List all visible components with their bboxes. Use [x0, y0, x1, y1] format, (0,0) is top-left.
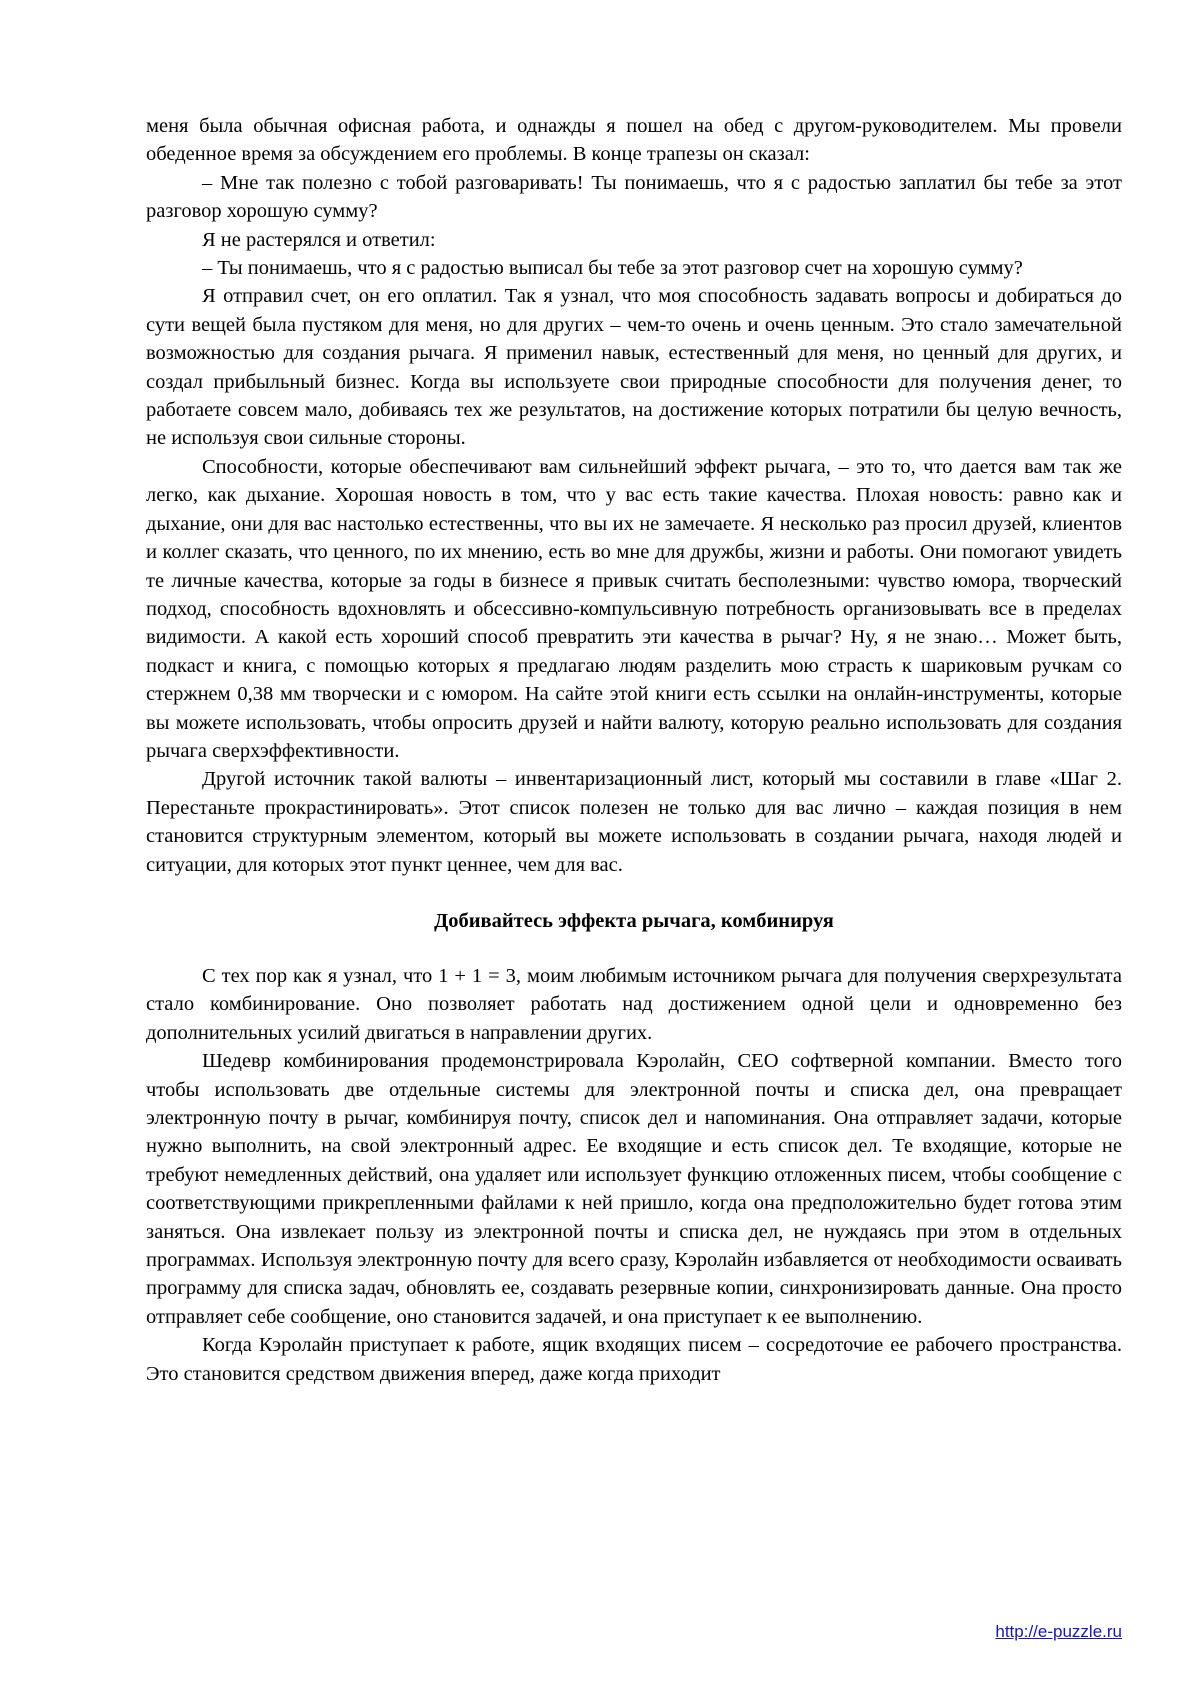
paragraph-combining: С тех пор как я узнал, что 1 + 1 = 3, моим любимым источником рычага для получения сверхрезультата стало комбинирование. Оно позволяет работать над достижением одной цели и одновременно без дополнительных усилий двигаться в направлении других.: [146, 964, 1122, 1044]
section-heading: Добивайтесь эффекта рычага, комбинируя: [434, 909, 834, 932]
paragraph-dialogue-1: – Мне так полезно с тобой разговаривать! Ты понимаешь, что я с радостью заплатил бы тебе за этот разговор хорошую сумму?: [146, 171, 1122, 223]
paragraph-abilities: Способности, которые обеспечивают вам сильнейший эффект рычага, – это то, что дается вам так же легко, как дыхание. Хорошая новость в том, что у вас есть такие качества. Плохая новость: равно как и дыхание, они для вас настолько естественны, что вы их не замечаете. Я несколько раз просил друзей, клиентов и коллег сказать, что ценного, по их мнению, есть во мне для дружбы, жизни и работы. Они помогают увидеть те личные качества, которые за годы в бизнесе я привык считать бесполезными: чувство юмора, творческий подход, способность вдохновлять и обсессивно-компульсивную потребность организовывать все в пределах видимости. А какой есть хороший способ превратить эти качества в рычаг? Ну, я не знаю… Может быть, подкаст и книга, с помощью которых я предлагаю людям разделить мою страсть к шариковым ручкам со стержнем 0,38 мм творчески и с юмором. На сайте этой книги есть ссылки на онлайн-инструменты, которые вы можете использовать, чтобы опросить друзей и найти валюту, которую реально использовать для создания рычага сверхэффективности.: [146, 455, 1122, 762]
footer-link[interactable]: http://e-puzzle.ru: [995, 1622, 1122, 1641]
paragraph-dialogue-2: Я не растерялся и ответил:: [202, 228, 436, 251]
paragraph-caroline: Шедевр комбинирования продемонстрировала Кэролайн, CEO софтверной компании. Вместо того чтобы использовать две отдельные системы для электронной почты и списка дел, она превращает электронную почту в рычаг, комбинируя почту, список дел и напоминания. Она отправляет задачи, которые нужно выполнить, на свой электронный адрес. Ее входящие и есть список дел. Те входящие, которые не требуют немедленных действий, она удаляет или использует функцию отложенных писем, чтобы сообщение с соответствующими прикрепленными файлами к ней пришло, когда она предположительно будет готова этим заняться. Она извлекает пользу из электронной почты и списка дел, не нуждаясь при этом в отдельных программах. Используя электронную почту для всего сразу, Кэролайн избавляется от необходимости осваивать программу для списка задач, обновлять ее, создавать резервные копии, синхронизировать данные. Она просто отправляет себе сообщение, оно становится задачей, и она приступает к ее выполнению.: [146, 1050, 1122, 1328]
paragraph-continuation: меня была обычная офисная работа, и однажды я пошел на обед с другом-руководителем. Мы провели обеденное время за обсуждением его проблемы. В конце трапезы он сказал:: [146, 115, 1122, 166]
paragraph-inbox: Когда Кэролайн приступает к работе, ящик входящих писем – сосредоточие ее рабочего пространства. Это становится средством движения вперед, даже когда приходит: [146, 1334, 1122, 1385]
paragraph-inventory: Другой источник такой валюты – инвентаризационный лист, который мы составили в главе «Шаг 2. Перестаньте прокрастинировать». Этот список полезен не только для вас лично – каждая позиция в нем становится структурным элементом, который вы можете использовать в создании рычага, находя людей и ситуации, для которых этот пункт ценнее, чем для вас.: [146, 768, 1122, 876]
paragraph-invoice: Я отправил счет, он его оплатил. Так я узнал, что моя способность задавать вопросы и добираться до сути вещей была пустяком для меня, но для других – чем-то очень и очень ценным. Это стало замечательной возможностью для создания рычага. Я применил навык, естественный для меня, но ценный для других, и создал прибыльный бизнес. Когда вы используете свои природные способности для получения денег, то работаете совсем мало, добиваясь тех же результатов, на достижение которых потратили бы целую вечность, не используя свои сильные стороны.: [146, 285, 1122, 450]
paragraph-dialogue-3: – Ты понимаешь, что я с радостью выписал бы тебе за этот разговор счет на хорошую сумму?: [202, 257, 1023, 280]
document-page: [146, 112, 1122, 1388]
